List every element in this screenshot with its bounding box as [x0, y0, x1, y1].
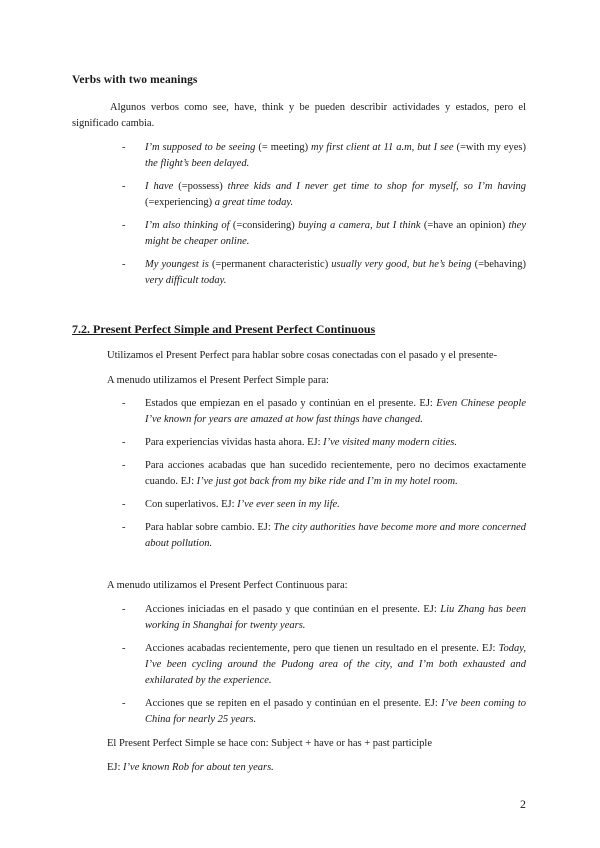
- example-fragment: I’ve been coming to China for nearly 25 years.: [145, 698, 526, 725]
- formation-rule: El Present Perfect Simple se hace con: Subject + have or has + past participle: [107, 738, 432, 749]
- bullet-dash: -: [122, 499, 126, 510]
- bullet-dash: -: [122, 437, 126, 448]
- explanation-fragment: Acciones que se repiten en el pasado y continúan en el presente. EJ:: [145, 698, 442, 709]
- verbs-heading: Verbs with two meanings: [72, 74, 198, 86]
- list-item: [122, 218, 526, 250]
- list-item: [122, 458, 526, 490]
- bullet-dash: -: [122, 643, 126, 654]
- example-fragment: I’ve just got back from my bike ride and I’m in my hotel room.: [196, 476, 458, 487]
- explanation-fragment: (=considering): [229, 220, 299, 231]
- example-fragment: very difficult today.: [145, 275, 227, 286]
- explanation-fragment: Estados que empiezan en el pasado y continúan en el presente. EJ:: [145, 398, 437, 409]
- example-fragment: three kids and I never get time to shop for myself, so I’m having: [227, 181, 527, 192]
- explanation-fragment: Para experiencias vividas hasta ahora. EJ:: [145, 437, 324, 448]
- simple-uses-list: [122, 396, 526, 559]
- example-fragment: a great time today.: [214, 197, 294, 208]
- explanation-fragment: Acciones iniciadas en el pasado y que continúan en el presente. EJ:: [145, 604, 441, 615]
- verbs-intro: Algunos verbos como see, have, think y be pueden describir actividades y estados, pero el significado cambia.: [72, 102, 526, 129]
- list-item: [122, 396, 526, 428]
- list-item: [122, 641, 526, 689]
- example-fragment: they might be cheaper online.: [145, 220, 526, 247]
- bullet-dash: -: [122, 259, 126, 270]
- bullet-dash: -: [122, 522, 126, 533]
- bullet-dash: -: [122, 460, 126, 471]
- bullet-dash: -: [122, 142, 126, 153]
- page-number: 2: [520, 797, 526, 811]
- list-item: [122, 435, 526, 451]
- explanation-fragment: (=permanent characteristic): [208, 259, 332, 270]
- example-fragment: usually very good, but he’s being: [331, 259, 472, 270]
- example-fragment: I’m supposed to be seeing: [145, 142, 256, 153]
- explanation-fragment: (=have an opinion): [420, 220, 509, 231]
- explanation-fragment: (=possess): [173, 181, 228, 192]
- present-perfect-intro: Utilizamos el Present Perfect para hablar sobre cosas conectadas con el pasado y el presente-: [107, 350, 498, 361]
- list-item: [122, 257, 526, 289]
- section-title: 7.2. Present Perfect Simple and Present Perfect Continuous: [72, 322, 376, 336]
- explanation-fragment: Con superlativos. EJ:: [145, 499, 238, 510]
- example-fragment: Even Chinese people I’ve known for years are amazed at how fast things have changed.: [145, 398, 526, 425]
- example-fragment: The city authorities have become more and more concerned about pollution.: [145, 522, 526, 549]
- bullet-dash: -: [122, 398, 126, 409]
- example-label: EJ:: [107, 762, 124, 773]
- explanation-fragment: (=with my eyes): [453, 142, 527, 153]
- list-item: [122, 497, 526, 513]
- list-item: [122, 602, 526, 634]
- continuous-lead: A menudo utilizamos el Present Perfect Continuous para:: [107, 580, 348, 591]
- example-fragment: Today, I’ve been cycling around the Pudong area of the city, and I’m both exhausted and exhilarated by the experience.: [145, 643, 526, 686]
- list-item: [122, 179, 526, 211]
- simple-lead: A menudo utilizamos el Present Perfect Simple para:: [107, 375, 329, 386]
- bullet-dash: -: [122, 181, 126, 192]
- explanation-fragment: Para hablar sobre cambio. EJ:: [145, 522, 274, 533]
- verbs-list: [122, 140, 526, 296]
- example-text: I’ve known Rob for about ten years.: [123, 762, 274, 773]
- list-item: [122, 520, 526, 552]
- example-fragment: I’ve visited many modern cities.: [323, 437, 457, 448]
- explanation-fragment: Acciones acabadas recientemente, pero que tienen un resultado en el presente. EJ:: [145, 643, 499, 654]
- formation-example: [107, 760, 527, 776]
- example-fragment: I have: [145, 181, 174, 192]
- bullet-dash: -: [122, 604, 126, 615]
- explanation-fragment: Para acciones acabadas que han sucedido recientemente, pero no decimos exactamente cuando. EJ:: [145, 460, 526, 487]
- continuous-uses-list: [122, 602, 526, 735]
- list-item: [122, 140, 526, 172]
- list-item: [122, 696, 526, 728]
- bullet-dash: -: [122, 698, 126, 709]
- example-fragment: the flight’s been delayed.: [145, 158, 250, 169]
- example-fragment: Liu Zhang has been working in Shanghai for twenty years.: [145, 604, 526, 631]
- example-fragment: I’ve ever seen in my life.: [237, 499, 340, 510]
- explanation-fragment: (=experiencing): [145, 197, 215, 208]
- explanation-fragment: (=behaving): [471, 259, 526, 270]
- example-fragment: buying a camera, but I think: [298, 220, 421, 231]
- example-fragment: I’m also thinking of: [145, 220, 230, 231]
- example-fragment: my first client at 11 a.m, but I see: [311, 142, 454, 153]
- example-fragment: My youngest is: [145, 259, 209, 270]
- explanation-fragment: (= meeting): [255, 142, 312, 153]
- bullet-dash: -: [122, 220, 126, 231]
